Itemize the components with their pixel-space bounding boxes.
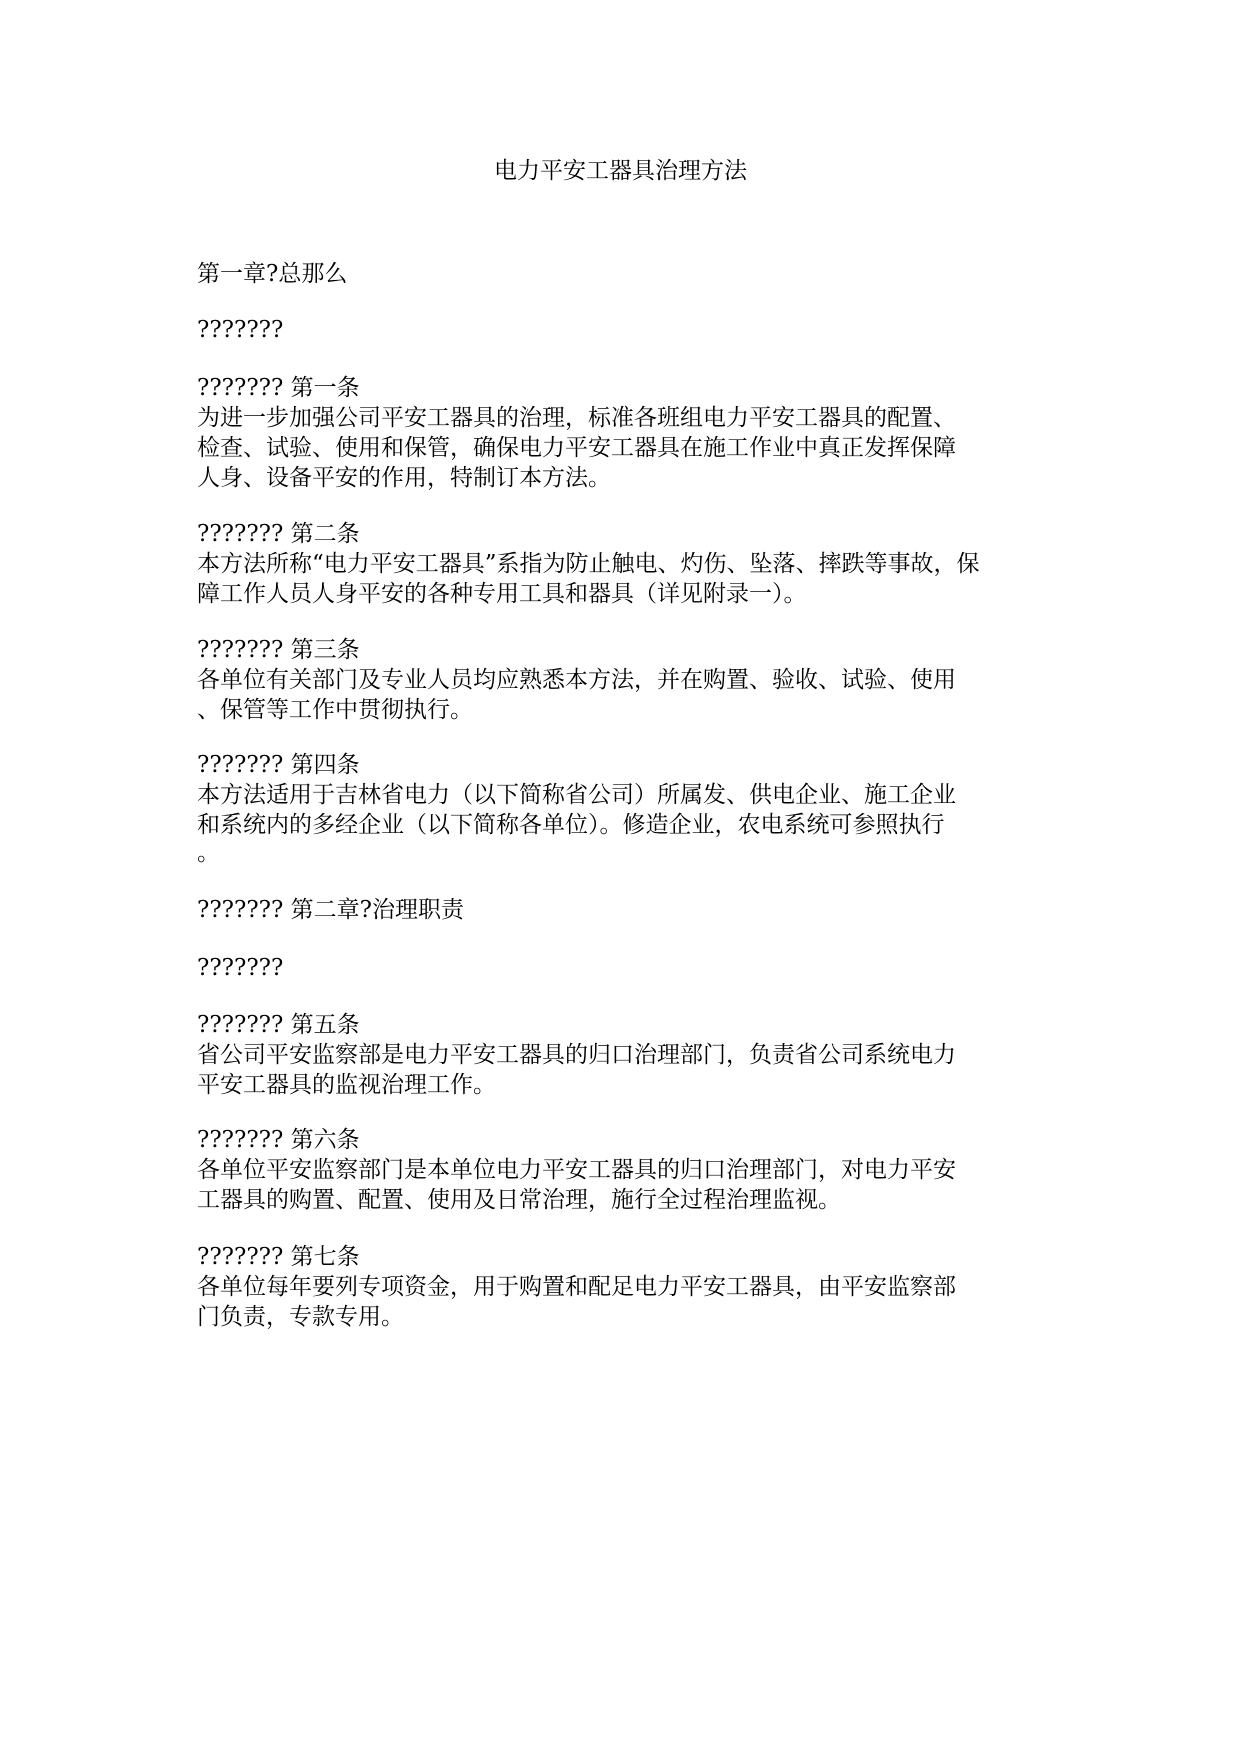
paragraph-line: 本方法适用于吉林省电力（以下简称省公司）所属发、供电企业、施工企业	[197, 782, 956, 808]
paragraph-line: 各单位每年要列专项资金，用于购置和配足电力平安工器具，由平安监察部	[197, 1274, 956, 1300]
paragraph-line: 工器具的购置、配置、使用及日常治理，施行全过程治理监视。	[197, 1187, 841, 1213]
paragraph-line: 、保管等工作中贯彻执行。	[197, 697, 473, 723]
paragraph-line: 门负责，专款专用。	[197, 1304, 404, 1330]
placeholder-line: ???????	[197, 955, 284, 981]
article-heading: ??????? 第五条	[197, 1012, 360, 1038]
paragraph-line: 各单位有关部门及专业人员均应熟悉本方法，并在购置、验收、试验、使用	[197, 667, 956, 693]
paragraph-line: 为进一步加强公司平安工器具的治理，标准各班组电力平安工器具的配置、	[197, 405, 956, 431]
chapter-heading: 第一章?总那么	[197, 261, 348, 287]
paragraph-line: 人身、设备平安的作用，特制订本方法。	[197, 465, 611, 491]
article-heading: ??????? 第七条	[197, 1244, 360, 1270]
paragraph-line: 平安工器具的监视治理工作。	[197, 1072, 496, 1098]
paragraph-line: 检查、试验、使用和保管，确保电力平安工器具在施工作业中真正发挥保障	[197, 435, 956, 461]
document-title: 电力平安工器具治理方法	[494, 158, 747, 184]
article-heading: ??????? 第二条	[197, 521, 360, 547]
article-heading: ??????? 第三条	[197, 637, 360, 663]
article-heading: ??????? 第四条	[197, 752, 360, 778]
paragraph-line: 本方法所称“电力平安工器具”系指为防止触电、灼伤、坠落、摔跌等事故，保	[197, 551, 980, 577]
paragraph-line: 。	[197, 840, 220, 866]
paragraph-line: 障工作人员人身平安的各种专用工具和器具（详见附录一）。	[197, 581, 807, 607]
article-heading: ??????? 第六条	[197, 1127, 360, 1153]
paragraph-line: 各单位平安监察部门是本单位电力平安工器具的归口治理部门，对电力平安	[197, 1157, 956, 1183]
placeholder-line: ???????	[197, 317, 284, 343]
paragraph-line: 和系统内的多经企业（以下简称各单位）。修造企业，农电系统可参照执行	[197, 812, 945, 838]
chapter-heading: ??????? 第二章?治理职责	[197, 897, 464, 923]
paragraph-line: 省公司平安监察部是电力平安工器具的归口治理部门，负责省公司系统电力	[197, 1042, 956, 1068]
article-heading: ??????? 第一条	[197, 375, 360, 401]
